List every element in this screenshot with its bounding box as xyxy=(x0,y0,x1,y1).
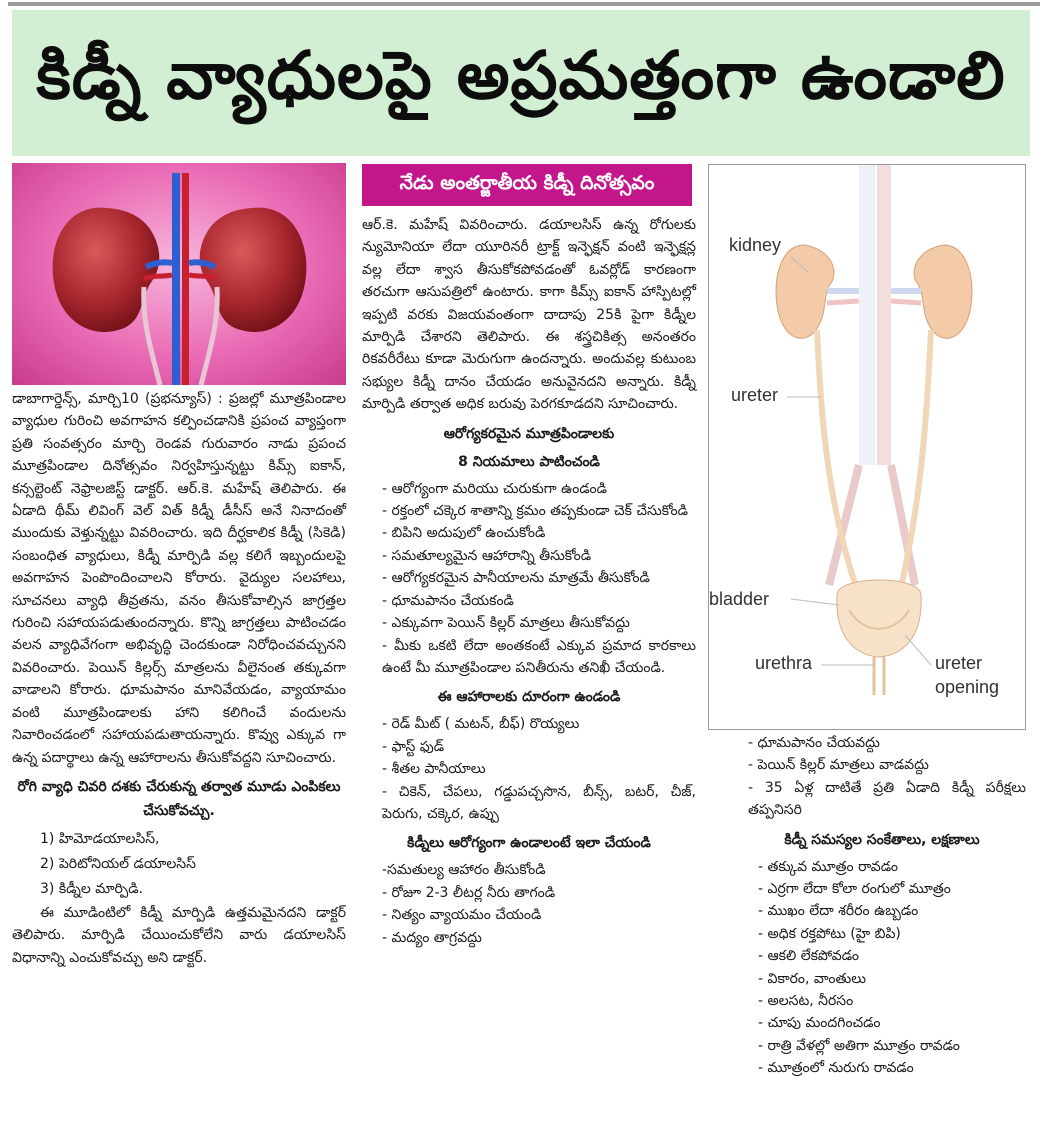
list-item: - చూపు మందగించడం xyxy=(758,1015,881,1032)
rules-heading-1: ఆరోగ్యకరమైన మూత్రపిండాలకు xyxy=(443,425,615,442)
list-item: - 35 ఏళ్ల దాటితే ప్రతి ఏడాది కిడ్నీ పరీక్షలు తప్పనిసరి xyxy=(748,779,1026,819)
healthy-kidney-list xyxy=(362,859,696,949)
label-kidney: kidney xyxy=(729,235,782,255)
column-3 xyxy=(738,732,1026,1080)
list-item: - మీకు ఒకటి లేదా అంతకంటే ఎక్కువ ప్రమాద కారకాలు ఉంటే మీ మూత్రపిండాల పనితీరును తనిఖీ చేయండి. xyxy=(382,637,696,676)
article-continued: ఆర్.కె. మహేష్ వివరించారు. డయాలసిస్ ఉన్న రోగులకు న్యుమోనియా లేదా యూరినరీ ట్రాక్ట్ ఇన్ఫెక్షన్ వంటి ఇన్ఫెక్షన్ల వల్ల లేదా శ్వాస తీసుకోకపోవడంతో ఓవర్లోడ్ కారణంగా తరచుగా ఆసుపత్రిలో ఉంటారు. కాగా కిమ్స్ ఐకాన్ హాస్పిటల్లో ఇప్పటి వరకు విజయవంతంగా దాదాపు 25కి పైగా కిడ్నీల మార్పిడి చేశారని తెలిపారు. ఈ శస్త్రచికిత్స అనంతరం రికవరీరేటు కూడా మెరుగుగా ఉందన్నారు. అందువల్ల కుటుంబ సభ్యుల కిడ్నీ దానం చేయడం అనువైనదని అన్నారు. కిడ్నీ మార్పిడి తర్వాత అధిక బరువు పెరగకూడదని సూచించారు. xyxy=(362,217,696,413)
list-item: - ఫాస్ట్ ఫుడ్ xyxy=(382,738,445,755)
headline-banner xyxy=(12,10,1030,156)
treatment-options xyxy=(40,827,346,902)
list-item: - చికెన్, చేపలు, గడ్డుపచ్చసొన, బీన్స్, బటర్, చీజ్, పెరుగు, చక్కెర, ఉప్పు xyxy=(382,783,696,822)
list-item: - ఎర్రగా లేదా కోలా రంగులో మూత్రం xyxy=(758,881,951,898)
list-item: - రోజూ 2-3 లీటర్ల నీరు తాగండి xyxy=(382,884,556,901)
rules-heading-2: 8 నియమాలు పాటించండి xyxy=(458,453,600,470)
list-item: - శీతల పానీయాలు xyxy=(382,761,486,778)
closing-paragraph: ఈ మూడింటిలో కిడ్నీ మార్పిడి ఉత్తమమైనదని డాక్టర్ తెలిపారు. మార్పిడి చేయించుకోలేని వారు డయాలసిస్ విధానాన్ని ఎంచుకోవచ్చు అని డాక్టర్. xyxy=(12,904,346,966)
list-item: - రాత్రి వేళల్లో అతిగా మూత్రం రావడం xyxy=(758,1037,960,1054)
list-item: - ఆరోగ్యకరమైన పానీయాలను మాత్రమే తీసుకోండి xyxy=(382,570,650,587)
list-item: - ఆకలి లేకపోవడం xyxy=(758,948,859,965)
list-item: 2) పెరిటోనియల్ డయాలసిస్ xyxy=(40,855,196,872)
label-urethra: urethra xyxy=(755,653,813,673)
list-item: - తక్కువ మూత్రం రావడం xyxy=(758,858,898,875)
column-1 xyxy=(12,388,346,969)
list-item: - పెయిన్ కిల్లర్ మాత్రలు వాడవద్దు xyxy=(748,757,929,774)
list-item: - అధిక రక్తపోటు (హై బిపి) xyxy=(758,925,901,942)
list-item: - బిపిని అదుపులో ఉంచుకోండి xyxy=(382,525,546,542)
list-item: 3) కిడ్నీల మార్పిడి. xyxy=(40,880,144,897)
list-item: - ముఖం లేదా శరీరం ఉబ్బడం xyxy=(758,903,919,920)
list-item: - వికారం, వాంతులు xyxy=(758,970,867,987)
list-item: - ధూమపానం చేయకండి xyxy=(382,592,514,609)
list-item: 1) హిమోడయాలసిస్, xyxy=(40,830,160,847)
healthy-kidney-heading: కిడ్నీలు ఆరోగ్యంగా ఉండాలంటే ఇలా చేయండి xyxy=(407,835,651,852)
label-bladder: bladder xyxy=(709,589,770,609)
precautions-list xyxy=(738,732,1026,822)
list-item: - మూత్రంలో నురుగు రావడం xyxy=(758,1060,914,1077)
list-item: - ఆరోగ్యంగా మరియు చురుకుగా ఉండండి xyxy=(382,480,607,497)
kidney-graphic xyxy=(12,163,346,385)
list-item: - ఎక్కువగా పెయిన్ కిల్లర్ మాత్రలు తీసుకోవద్దు xyxy=(382,615,630,632)
avoid-foods-heading: ఈ ఆహారాలకు దూరంగా ఉండండి xyxy=(437,689,621,706)
list-item: - రెడ్ మీట్ ( మటన్, బీఫ్) రొయ్యలు xyxy=(382,716,580,733)
kidney-illustration xyxy=(12,163,346,385)
top-rule xyxy=(8,2,1040,6)
options-heading: రోగి వ్యాధి చివరి దశకు చేరుకున్న తర్వాత మూడు ఎంపికలు చేసుకోవచ్చు. xyxy=(17,778,341,819)
urinary-system-diagram xyxy=(708,164,1026,730)
signs-heading: కిడ్నీ సమస్యల సంకేతాలు, లక్షణాలు xyxy=(784,831,980,848)
list-item: -సమతుల్య ఆహారం తీసుకోండి xyxy=(382,862,546,879)
avoid-foods-list xyxy=(362,713,696,825)
list-item: - నిత్యం వ్యాయమం చేయండి xyxy=(382,907,542,924)
list-item: - అలసట, నీరసం xyxy=(758,993,854,1010)
column-2 xyxy=(362,214,696,949)
label-ureter-opening-1: ureter xyxy=(935,653,983,673)
label-ureter-opening-2: opening xyxy=(935,677,1000,697)
kidney-day-banner: నేడు అంతర్జాతీయ కిడ్నీ దినోత్సవం xyxy=(362,164,692,206)
rules-list xyxy=(362,478,696,680)
list-item: - మద్యం తాగ్రవద్దు xyxy=(382,929,482,946)
intro-paragraph: డాబాగార్డెన్స్, మార్చి10 (ప్రభన్యూస్) : ప్రజల్లో మూత్రపిండాల వ్యాధుల గురించి అవగాహన కల్పించడానికి ప్రపంచ వ్యాప్తంగా ప్రతి సంవత్సరం మార్చి రెండవ గురువారం నాడు ప్రపంచ మూత్రపిండాల దినోత్సవం నిర్వహిస్తున్నట్టు కిమ్స్ ఐకాన్, కన్సల్టెంట్ నెఫ్రాలజిస్ట్ డాక్టర్. ఆర్.కె. మహేష్ తెలిపారు. ఈ ఏడాది థీమ్ లివింగ్ వెల్ విత్ కిడ్నీ డీసీస్ అనే నినాదంతో ముందుకు వెళ్తున్నట్టు వివరించారు. ఇది దీర్ఘకాలిక కిడ్నీ (సికెడి) సంబంధిత వ్యాధులు, కిడ్నీ మార్పిడి వల్ల కలిగే ఇబ్బందులపై అవగాహన పెంపొందించాలని కోరారు. వైద్యుల సలహాలు, సూచనలు వ్యాధి తీవ్రతను, వనం తీసుకోవాల్సిన జాగ్రత్తల గురించి సహాయపడుతుందన్నారు. కొన్ని జాగ్రత్తలు పాటించడం వలన వ్యాధివేగంగా అభివృద్ధి చెందకుండా నిరోధించవచ్చునని వివరించారు. పెయిన్ కిల్లర్స్ మాత్రలను వీలైనంత తక్కువగా వాడాలని కోరారు. ధూమపానం మానివేయడం, వ్యాయామం వంటి మూత్రపిండాలకు హాని కలిగించే వందులను నివారించడంలో సహాయపడుతాయన్నారు. కొవ్వు ఎక్కువ గా ఉన్న పదార్థాలు ఉన్న ఆహారాలను తీసుకోవద్దని సూచించారు. xyxy=(12,391,346,766)
headline: కిడ్నీ వ్యాధులపై అప్రమత్తంగా ఉండాలి xyxy=(36,36,1006,114)
list-item: - రక్తంలో చక్కెర శాతాన్ని క్రమం తప్పకుండా చెక్ చేసుకోండి xyxy=(382,503,689,520)
signs-list xyxy=(738,856,1026,1080)
label-ureter: ureter xyxy=(731,385,779,405)
list-item: - ధూమపానం చేయవద్దు xyxy=(748,735,880,751)
list-item: - సమతూల్యమైన ఆహారాన్ని తీసుకోండి xyxy=(382,547,592,564)
